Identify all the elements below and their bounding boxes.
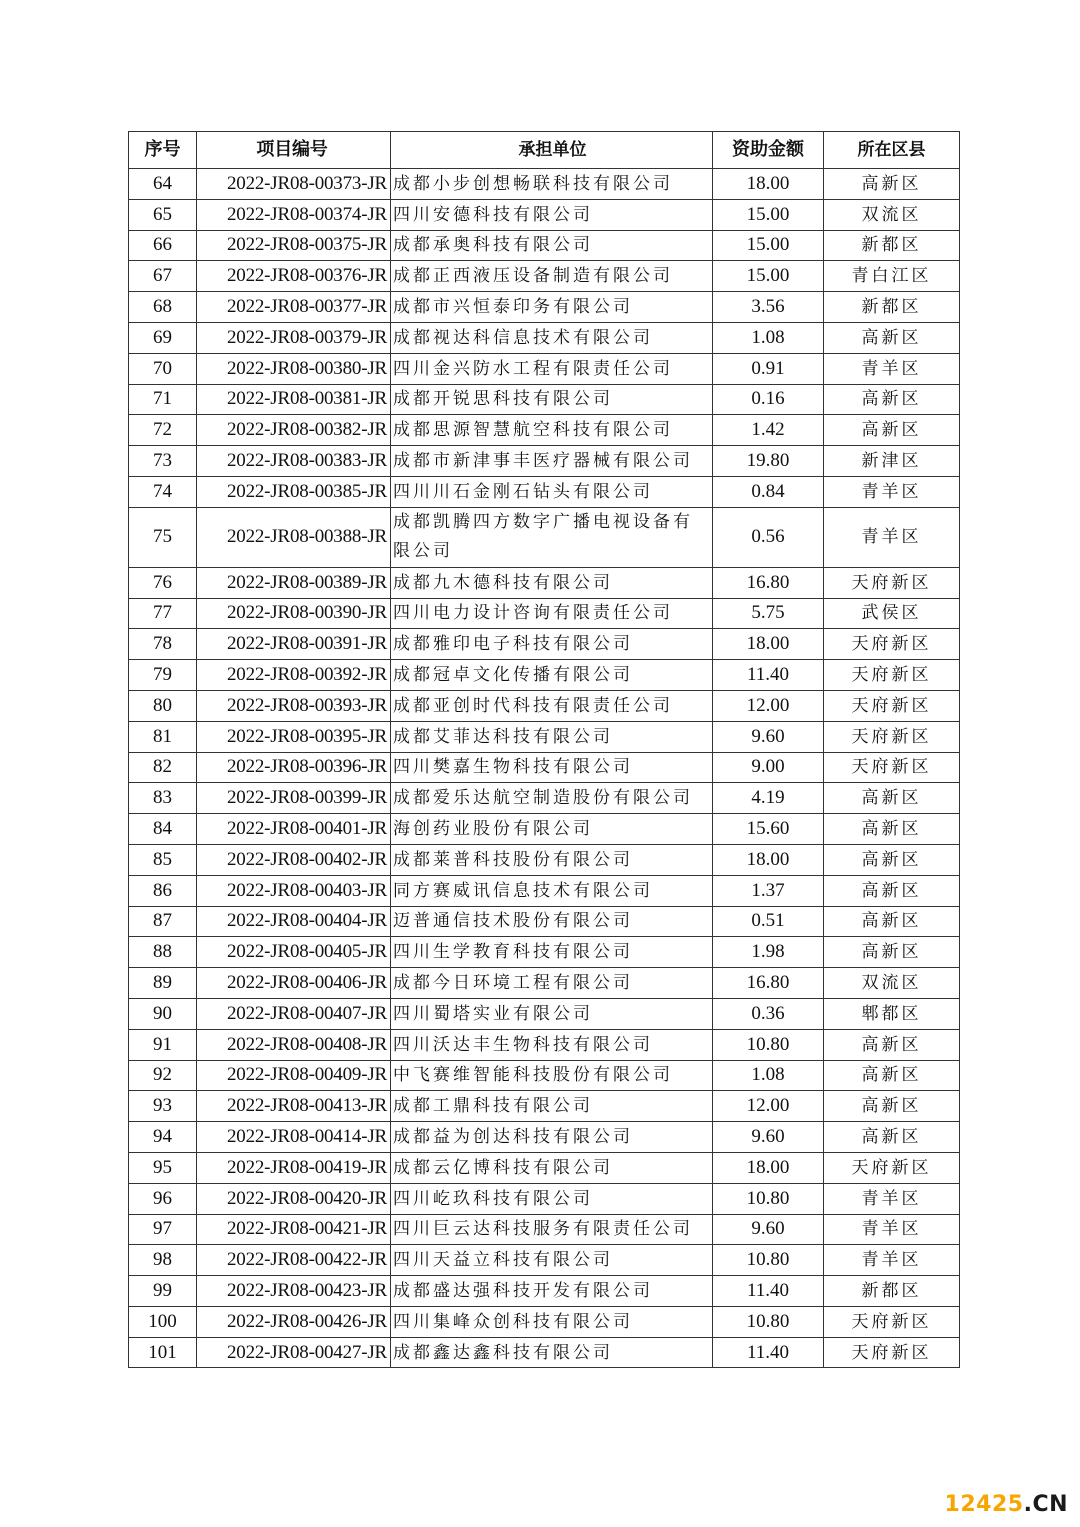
watermark-dot: . <box>1023 1492 1033 1517</box>
cell-project-code: 2022-JR08-00376-JR <box>197 261 391 292</box>
cell-project-code: 2022-JR08-00409-JR <box>197 1060 391 1091</box>
cell-amount: 15.00 <box>713 230 824 261</box>
cell-organization: 成都爱乐达航空制造股份有限公司 <box>391 783 713 814</box>
cell-seq: 81 <box>129 721 197 752</box>
cell-seq: 65 <box>129 199 197 230</box>
cell-district: 天府新区 <box>824 567 960 598</box>
cell-project-code: 2022-JR08-00427-JR <box>197 1337 391 1368</box>
cell-seq: 80 <box>129 690 197 721</box>
cell-organization: 成都艾菲达科技有限公司 <box>391 721 713 752</box>
cell-organization: 四川安德科技有限公司 <box>391 199 713 230</box>
table-row <box>129 690 960 721</box>
cell-seq: 86 <box>129 875 197 906</box>
cell-amount: 10.80 <box>713 1306 824 1337</box>
cell-project-code: 2022-JR08-00399-JR <box>197 783 391 814</box>
cell-seq: 85 <box>129 844 197 875</box>
header-seq: 序号 <box>129 132 197 169</box>
table-row <box>129 660 960 691</box>
cell-district: 高新区 <box>824 1091 960 1122</box>
cell-organization: 成都益为创达科技有限公司 <box>391 1122 713 1153</box>
cell-project-code: 2022-JR08-00391-JR <box>197 629 391 660</box>
cell-district: 高新区 <box>824 415 960 446</box>
cell-district: 高新区 <box>824 1029 960 1060</box>
cell-project-code: 2022-JR08-00380-JR <box>197 353 391 384</box>
table-row <box>129 1337 960 1368</box>
cell-amount: 18.00 <box>713 844 824 875</box>
cell-seq: 73 <box>129 446 197 477</box>
cell-project-code: 2022-JR08-00401-JR <box>197 814 391 845</box>
cell-seq: 83 <box>129 783 197 814</box>
cell-amount: 1.37 <box>713 875 824 906</box>
cell-amount: 10.80 <box>713 1245 824 1276</box>
cell-organization: 同方赛威讯信息技术有限公司 <box>391 875 713 906</box>
cell-amount: 0.91 <box>713 353 824 384</box>
cell-seq: 78 <box>129 629 197 660</box>
table-row <box>129 875 960 906</box>
cell-organization: 四川巨云达科技服务有限责任公司 <box>391 1214 713 1245</box>
cell-project-code: 2022-JR08-00406-JR <box>197 968 391 999</box>
watermark-tld: CN <box>1032 1492 1068 1517</box>
cell-project-code: 2022-JR08-00407-JR <box>197 998 391 1029</box>
cell-project-code: 2022-JR08-00389-JR <box>197 567 391 598</box>
cell-organization: 成都鑫达鑫科技有限公司 <box>391 1337 713 1368</box>
cell-amount: 18.00 <box>713 1152 824 1183</box>
cell-district: 高新区 <box>824 384 960 415</box>
cell-amount: 1.42 <box>713 415 824 446</box>
cell-seq: 88 <box>129 937 197 968</box>
cell-district: 青白江区 <box>824 261 960 292</box>
table-row <box>129 1276 960 1307</box>
cell-project-code: 2022-JR08-00414-JR <box>197 1122 391 1153</box>
cell-organization: 四川集峰众创科技有限公司 <box>391 1306 713 1337</box>
cell-amount: 1.08 <box>713 1060 824 1091</box>
table-row <box>129 322 960 353</box>
cell-district: 高新区 <box>824 875 960 906</box>
table-row <box>129 998 960 1029</box>
cell-seq: 79 <box>129 660 197 691</box>
table-row <box>129 1245 960 1276</box>
cell-seq: 72 <box>129 415 197 446</box>
table-row <box>129 752 960 783</box>
cell-amount: 15.00 <box>713 199 824 230</box>
cell-district: 天府新区 <box>824 1152 960 1183</box>
cell-project-code: 2022-JR08-00426-JR <box>197 1306 391 1337</box>
table-header-row <box>129 132 960 169</box>
cell-organization: 迈普通信技术股份有限公司 <box>391 906 713 937</box>
cell-organization: 成都市新津事丰医疗器械有限公司 <box>391 446 713 477</box>
cell-organization: 成都今日环境工程有限公司 <box>391 968 713 999</box>
site-watermark <box>945 1492 1068 1517</box>
cell-district: 双流区 <box>824 199 960 230</box>
cell-amount: 9.60 <box>713 1122 824 1153</box>
cell-project-code: 2022-JR08-00422-JR <box>197 1245 391 1276</box>
cell-seq: 87 <box>129 906 197 937</box>
cell-amount: 0.16 <box>713 384 824 415</box>
cell-project-code: 2022-JR08-00373-JR <box>197 169 391 200</box>
cell-seq: 100 <box>129 1306 197 1337</box>
cell-organization: 成都工鼎科技有限公司 <box>391 1091 713 1122</box>
cell-district: 新都区 <box>824 292 960 323</box>
header-amount: 资助金额 <box>713 132 824 169</box>
cell-amount: 1.98 <box>713 937 824 968</box>
cell-project-code: 2022-JR08-00420-JR <box>197 1183 391 1214</box>
cell-organization: 海创药业股份有限公司 <box>391 814 713 845</box>
table-row <box>129 968 960 999</box>
cell-project-code: 2022-JR08-00374-JR <box>197 199 391 230</box>
cell-organization: 四川生学教育科技有限公司 <box>391 937 713 968</box>
cell-amount: 19.80 <box>713 446 824 477</box>
cell-amount: 9.60 <box>713 1214 824 1245</box>
header-district: 所在区县 <box>824 132 960 169</box>
cell-seq: 64 <box>129 169 197 200</box>
table-row <box>129 507 960 567</box>
cell-district: 天府新区 <box>824 690 960 721</box>
cell-amount: 11.40 <box>713 1276 824 1307</box>
cell-amount: 11.40 <box>713 660 824 691</box>
cell-seq: 84 <box>129 814 197 845</box>
cell-district: 青羊区 <box>824 1183 960 1214</box>
cell-project-code: 2022-JR08-00423-JR <box>197 1276 391 1307</box>
cell-organization: 成都莱普科技股份有限公司 <box>391 844 713 875</box>
cell-project-code: 2022-JR08-00408-JR <box>197 1029 391 1060</box>
table-row <box>129 384 960 415</box>
cell-organization: 成都凯腾四方数字广播电视设备有限公司 <box>391 507 713 567</box>
table-row <box>129 1060 960 1091</box>
cell-project-code: 2022-JR08-00421-JR <box>197 1214 391 1245</box>
cell-project-code: 2022-JR08-00419-JR <box>197 1152 391 1183</box>
cell-district: 高新区 <box>824 783 960 814</box>
cell-organization: 成都视达科信息技术有限公司 <box>391 322 713 353</box>
cell-project-code: 2022-JR08-00413-JR <box>197 1091 391 1122</box>
cell-district: 高新区 <box>824 322 960 353</box>
cell-seq: 92 <box>129 1060 197 1091</box>
cell-amount: 10.80 <box>713 1029 824 1060</box>
cell-district: 新津区 <box>824 446 960 477</box>
cell-amount: 9.60 <box>713 721 824 752</box>
cell-organization: 成都承奥科技有限公司 <box>391 230 713 261</box>
table-row <box>129 783 960 814</box>
cell-district: 高新区 <box>824 1122 960 1153</box>
cell-organization: 四川屹玖科技有限公司 <box>391 1183 713 1214</box>
cell-district: 青羊区 <box>824 1214 960 1245</box>
cell-organization: 成都雅印电子科技有限公司 <box>391 629 713 660</box>
table-row <box>129 1091 960 1122</box>
cell-organization: 成都开锐思科技有限公司 <box>391 384 713 415</box>
cell-seq: 75 <box>129 507 197 567</box>
cell-project-code: 2022-JR08-00395-JR <box>197 721 391 752</box>
cell-amount: 15.60 <box>713 814 824 845</box>
cell-amount: 9.00 <box>713 752 824 783</box>
cell-seq: 97 <box>129 1214 197 1245</box>
table-row <box>129 476 960 507</box>
table-row <box>129 1183 960 1214</box>
table-row <box>129 814 960 845</box>
cell-organization: 四川樊嘉生物科技有限公司 <box>391 752 713 783</box>
cell-district: 双流区 <box>824 968 960 999</box>
cell-organization: 四川电力设计咨询有限责任公司 <box>391 598 713 629</box>
cell-organization: 成都九木德科技有限公司 <box>391 567 713 598</box>
header-project-code: 项目编号 <box>197 132 391 169</box>
table-row <box>129 937 960 968</box>
cell-district: 青羊区 <box>824 476 960 507</box>
cell-amount: 0.56 <box>713 507 824 567</box>
cell-amount: 10.80 <box>713 1183 824 1214</box>
cell-amount: 18.00 <box>713 629 824 660</box>
cell-project-code: 2022-JR08-00382-JR <box>197 415 391 446</box>
cell-project-code: 2022-JR08-00405-JR <box>197 937 391 968</box>
cell-seq: 66 <box>129 230 197 261</box>
cell-district: 青羊区 <box>824 1245 960 1276</box>
table-row <box>129 598 960 629</box>
cell-seq: 101 <box>129 1337 197 1368</box>
cell-amount: 11.40 <box>713 1337 824 1368</box>
cell-amount: 12.00 <box>713 690 824 721</box>
table-row <box>129 261 960 292</box>
cell-seq: 91 <box>129 1029 197 1060</box>
cell-district: 武侯区 <box>824 598 960 629</box>
cell-district: 高新区 <box>824 1060 960 1091</box>
cell-amount: 5.75 <box>713 598 824 629</box>
cell-organization: 四川川石金刚石钻头有限公司 <box>391 476 713 507</box>
cell-project-code: 2022-JR08-00377-JR <box>197 292 391 323</box>
table-row <box>129 1029 960 1060</box>
cell-amount: 4.19 <box>713 783 824 814</box>
cell-amount: 1.08 <box>713 322 824 353</box>
cell-district: 高新区 <box>824 844 960 875</box>
cell-seq: 82 <box>129 752 197 783</box>
cell-seq: 96 <box>129 1183 197 1214</box>
cell-organization: 四川沃达丰生物科技有限公司 <box>391 1029 713 1060</box>
cell-project-code: 2022-JR08-00383-JR <box>197 446 391 477</box>
table-row <box>129 415 960 446</box>
cell-project-code: 2022-JR08-00392-JR <box>197 660 391 691</box>
cell-amount: 16.80 <box>713 567 824 598</box>
cell-seq: 74 <box>129 476 197 507</box>
cell-project-code: 2022-JR08-00393-JR <box>197 690 391 721</box>
cell-district: 青羊区 <box>824 353 960 384</box>
cell-district: 青羊区 <box>824 507 960 567</box>
cell-organization: 成都正西液压设备制造有限公司 <box>391 261 713 292</box>
cell-district: 天府新区 <box>824 1306 960 1337</box>
header-organization: 承担单位 <box>391 132 713 169</box>
cell-seq: 76 <box>129 567 197 598</box>
table-row <box>129 292 960 323</box>
cell-project-code: 2022-JR08-00379-JR <box>197 322 391 353</box>
cell-project-code: 2022-JR08-00404-JR <box>197 906 391 937</box>
watermark-number: 12425 <box>944 1492 1024 1517</box>
cell-organization: 成都市兴恒泰印务有限公司 <box>391 292 713 323</box>
cell-district: 新都区 <box>824 230 960 261</box>
table-row <box>129 199 960 230</box>
cell-project-code: 2022-JR08-00390-JR <box>197 598 391 629</box>
cell-project-code: 2022-JR08-00381-JR <box>197 384 391 415</box>
cell-seq: 77 <box>129 598 197 629</box>
cell-seq: 99 <box>129 1276 197 1307</box>
cell-district: 新都区 <box>824 1276 960 1307</box>
cell-district: 天府新区 <box>824 721 960 752</box>
cell-seq: 71 <box>129 384 197 415</box>
cell-seq: 67 <box>129 261 197 292</box>
table-row <box>129 1122 960 1153</box>
table-row <box>129 1214 960 1245</box>
cell-amount: 0.84 <box>713 476 824 507</box>
cell-amount: 0.51 <box>713 906 824 937</box>
cell-organization: 四川天益立科技有限公司 <box>391 1245 713 1276</box>
table-body <box>129 169 960 1368</box>
table-row <box>129 906 960 937</box>
cell-amount: 16.80 <box>713 968 824 999</box>
cell-district: 天府新区 <box>824 660 960 691</box>
cell-seq: 70 <box>129 353 197 384</box>
cell-organization: 成都小步创想畅联科技有限公司 <box>391 169 713 200</box>
table-row <box>129 353 960 384</box>
cell-project-code: 2022-JR08-00396-JR <box>197 752 391 783</box>
cell-seq: 90 <box>129 998 197 1029</box>
cell-district: 高新区 <box>824 906 960 937</box>
cell-amount: 12.00 <box>713 1091 824 1122</box>
cell-project-code: 2022-JR08-00375-JR <box>197 230 391 261</box>
table-row <box>129 1152 960 1183</box>
cell-district: 高新区 <box>824 814 960 845</box>
cell-organization: 成都云亿博科技有限公司 <box>391 1152 713 1183</box>
cell-district: 高新区 <box>824 169 960 200</box>
table-row <box>129 844 960 875</box>
cell-seq: 98 <box>129 1245 197 1276</box>
table-row <box>129 721 960 752</box>
cell-district: 高新区 <box>824 937 960 968</box>
cell-district: 天府新区 <box>824 1337 960 1368</box>
cell-seq: 68 <box>129 292 197 323</box>
cell-organization: 成都冠卓文化传播有限公司 <box>391 660 713 691</box>
cell-amount: 15.00 <box>713 261 824 292</box>
cell-organization: 四川蜀塔实业有限公司 <box>391 998 713 1029</box>
cell-district: 天府新区 <box>824 629 960 660</box>
cell-seq: 95 <box>129 1152 197 1183</box>
cell-organization: 成都盛达强科技开发有限公司 <box>391 1276 713 1307</box>
table-row <box>129 230 960 261</box>
cell-organization: 四川金兴防水工程有限责任公司 <box>391 353 713 384</box>
cell-amount: 0.36 <box>713 998 824 1029</box>
cell-project-code: 2022-JR08-00385-JR <box>197 476 391 507</box>
cell-district: 天府新区 <box>824 752 960 783</box>
cell-seq: 69 <box>129 322 197 353</box>
cell-organization: 中飞赛维智能科技股份有限公司 <box>391 1060 713 1091</box>
cell-organization: 成都亚创时代科技有限责任公司 <box>391 690 713 721</box>
table-row <box>129 629 960 660</box>
table-row <box>129 446 960 477</box>
cell-project-code: 2022-JR08-00402-JR <box>197 844 391 875</box>
cell-seq: 93 <box>129 1091 197 1122</box>
funding-table <box>128 131 960 1368</box>
cell-amount: 18.00 <box>713 169 824 200</box>
cell-organization: 成都思源智慧航空科技有限公司 <box>391 415 713 446</box>
cell-district: 郫都区 <box>824 998 960 1029</box>
cell-amount: 3.56 <box>713 292 824 323</box>
cell-project-code: 2022-JR08-00403-JR <box>197 875 391 906</box>
cell-seq: 94 <box>129 1122 197 1153</box>
table-row <box>129 567 960 598</box>
table-row <box>129 169 960 200</box>
cell-seq: 89 <box>129 968 197 999</box>
table-row <box>129 1306 960 1337</box>
cell-project-code: 2022-JR08-00388-JR <box>197 507 391 567</box>
